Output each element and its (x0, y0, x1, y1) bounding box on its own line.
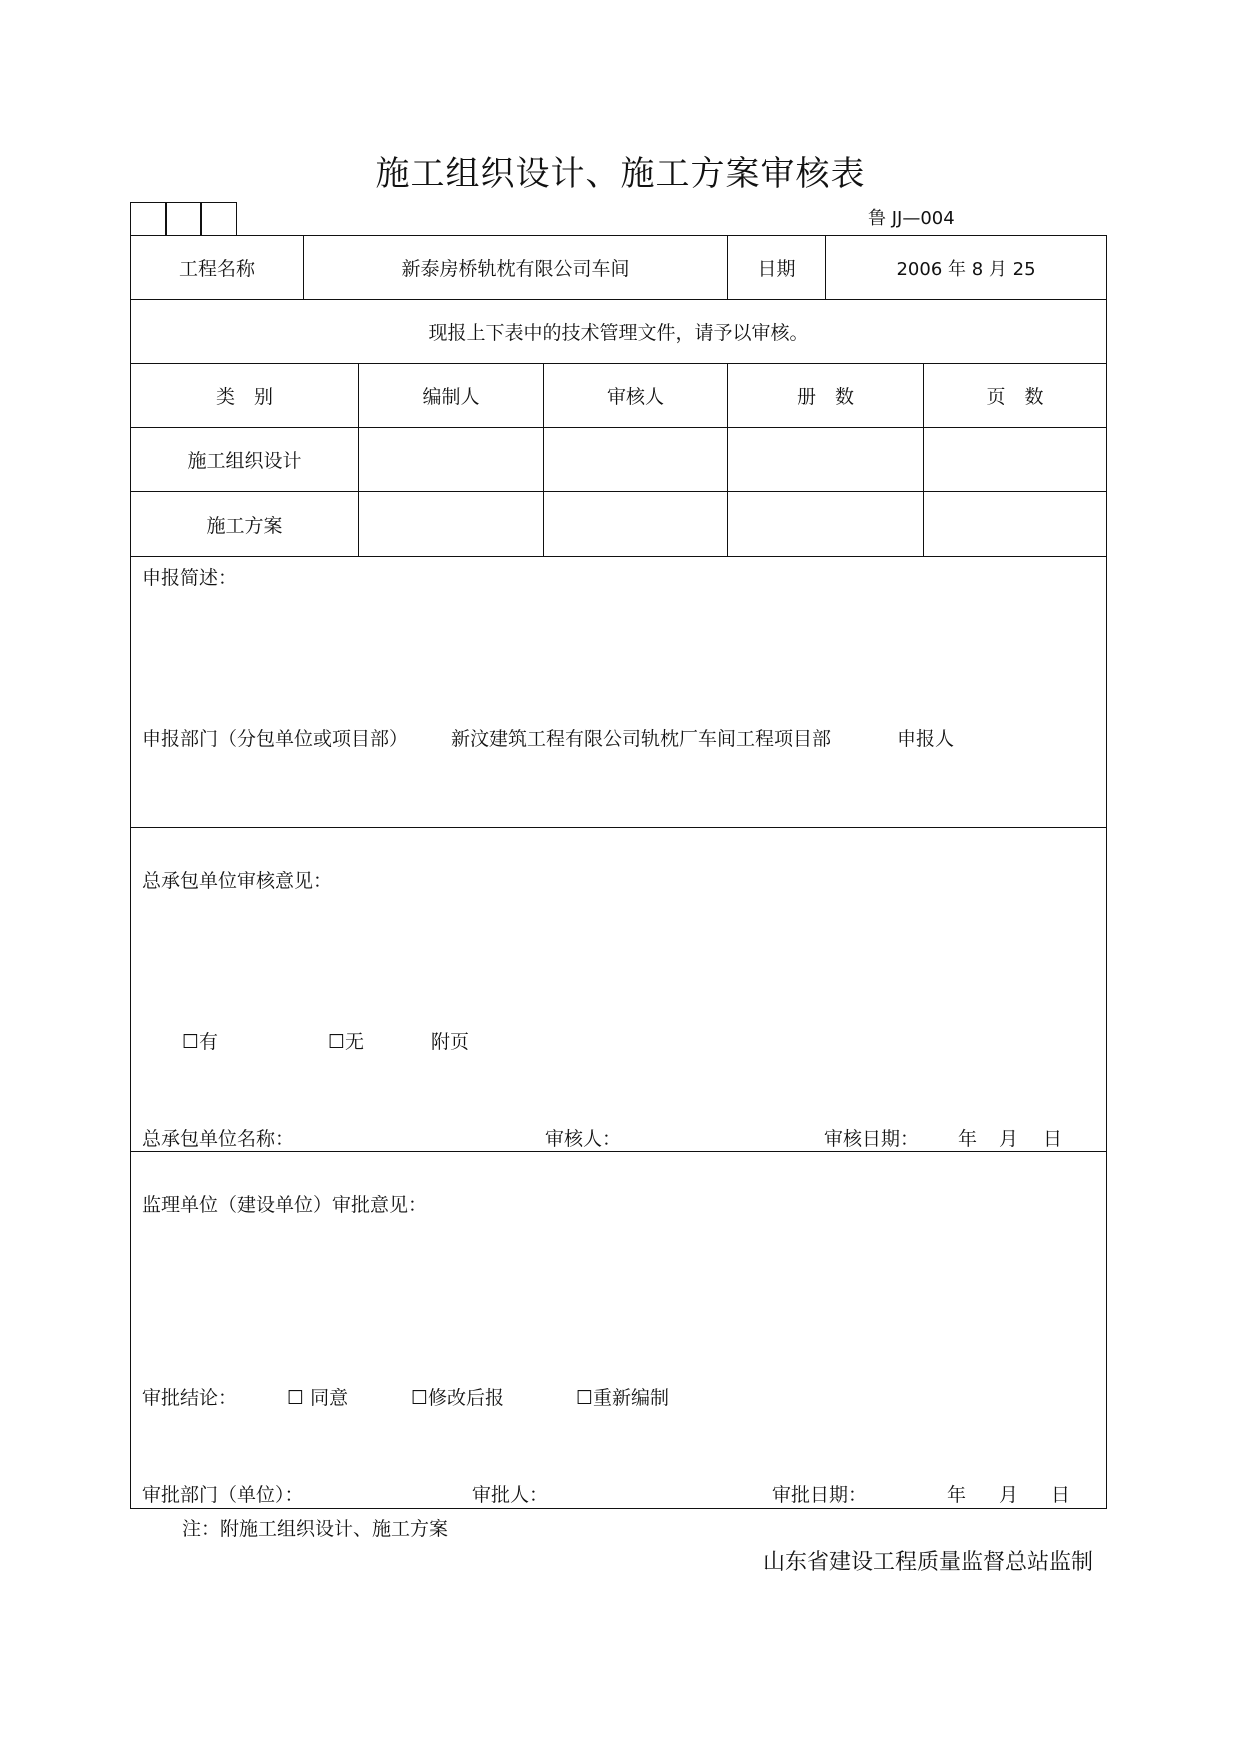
contractor-date-label: 审核日期： (824, 1128, 920, 1150)
approval-dept-label: 审批部门（单位）： (142, 1484, 304, 1506)
contractor-date-year: 年 (958, 1128, 978, 1150)
checkbox-yes[interactable]: ☐有 (182, 1031, 219, 1053)
cell-volumes-2[interactable] (728, 492, 923, 556)
cell-author-2[interactable] (359, 492, 543, 556)
approval-date-day: 日 (1051, 1484, 1071, 1506)
contractor-reviewer-label: 审核人： (545, 1128, 622, 1150)
contractor-name-label: 总承包单位名称： (142, 1128, 295, 1150)
date-label: 日期 (757, 258, 796, 280)
serial-box-3 (200, 202, 237, 236)
grid-line (1106, 235, 1107, 1509)
header-volumes: 册 数 (796, 386, 854, 408)
grid-line (130, 556, 1107, 557)
reporter-label: 申报人 (897, 728, 955, 750)
cell-volumes-1[interactable] (728, 428, 923, 491)
header-reviewer: 审核人 (606, 386, 664, 408)
checkbox-no[interactable]: ☐无 (328, 1031, 365, 1053)
row-category-construction-design: 施工组织设计 (187, 450, 302, 472)
form-code: 鲁 JJ—004 (868, 208, 955, 229)
report-dept-value[interactable]: 新汶建筑工程有限公司轨枕厂车间工程项目部 (451, 728, 832, 750)
header-pages: 页 数 (986, 386, 1044, 408)
cell-reviewer-1[interactable] (544, 428, 727, 491)
grid-line (130, 827, 1107, 828)
serial-box-2 (165, 202, 202, 236)
row-category-construction-plan: 施工方案 (206, 514, 283, 537)
issuer: 山东省建设工程质量监督总站监制 (763, 1550, 1094, 1575)
contractor-opinion-label: 总承包单位审核意见： (142, 870, 333, 892)
date-value[interactable]: 2006 年 8 月 25 (896, 258, 1036, 280)
form-title: 施工组织设计、施工方案审核表 (375, 154, 866, 194)
cell-author-1[interactable] (359, 428, 543, 491)
contractor-date-day: 日 (1043, 1128, 1063, 1150)
footnote: 注：附施工组织设计、施工方案 (182, 1518, 449, 1540)
report-dept-label: 申报部门（分包单位或项目部） (142, 728, 409, 750)
project-name-label: 工程名称 (178, 258, 255, 280)
approval-date-label: 审批日期： (772, 1484, 868, 1506)
cell-pages-2[interactable] (924, 492, 1106, 556)
approval-date-year: 年 (947, 1484, 967, 1506)
notice-text: 现报上下表中的技术管理文件，请予以审核。 (428, 322, 809, 344)
supervisor-opinion-label: 监理单位（建设单位）审批意见： (142, 1194, 428, 1216)
attachment-label: 附页 (431, 1031, 470, 1053)
grid-line (130, 1508, 1107, 1509)
summary-label: 申报简述： (142, 567, 238, 589)
cell-pages-1[interactable] (924, 428, 1106, 491)
header-category: 类 别 (215, 386, 273, 408)
cell-reviewer-2[interactable] (544, 492, 727, 556)
checkbox-modify[interactable]: ☐修改后报 (411, 1387, 505, 1409)
approver-label: 审批人： (472, 1484, 549, 1506)
contractor-date-month: 月 (999, 1128, 1019, 1150)
checkbox-redo[interactable]: ☐重新编制 (576, 1387, 670, 1409)
grid-line (130, 1151, 1107, 1152)
serial-box-1 (130, 202, 167, 236)
project-name-value[interactable]: 新泰房桥轨枕有限公司车间 (401, 258, 630, 280)
conclusion-label: 审批结论： (142, 1387, 238, 1409)
header-author: 编制人 (422, 386, 480, 408)
approval-date-month: 月 (999, 1484, 1019, 1506)
checkbox-agree[interactable]: ☐ 同意 (287, 1387, 349, 1409)
